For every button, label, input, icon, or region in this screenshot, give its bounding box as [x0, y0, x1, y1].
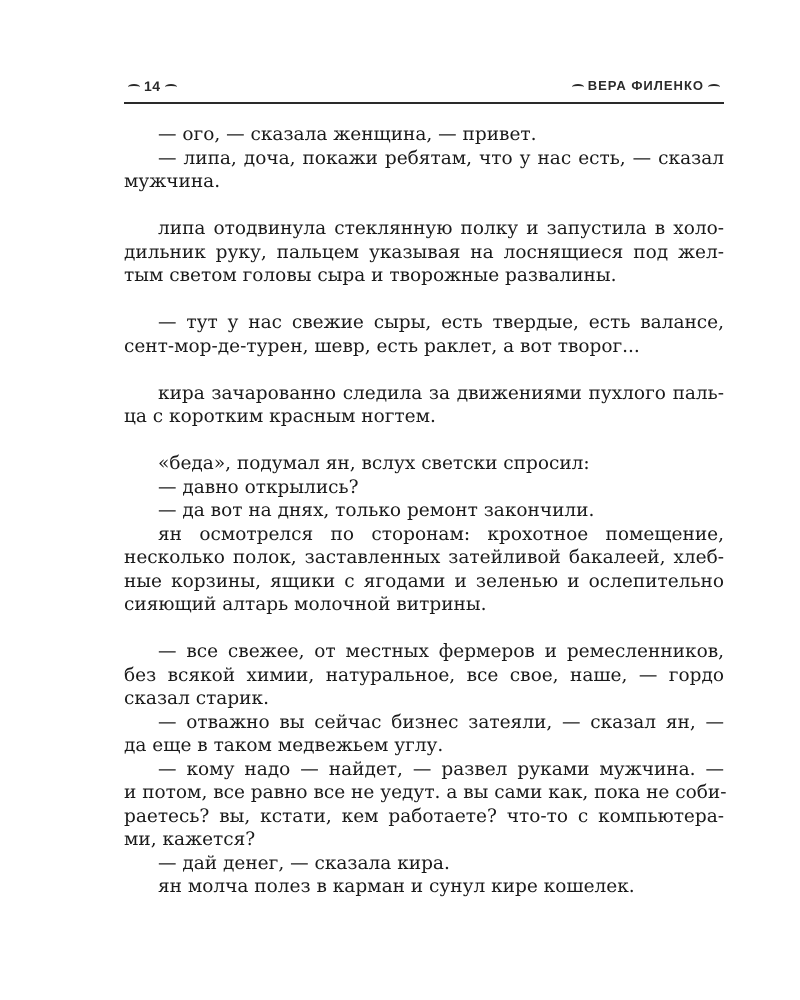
paragraph-gap [124, 358, 724, 382]
text-line: сказал старик. [124, 688, 269, 709]
text-line: раетесь? вы, кстати, кем работаете? что-то с компьютера- [124, 805, 724, 827]
text-line: «беда», подумал ян, вслух светски спросил: [158, 453, 590, 474]
text-line: — отважно вы сейчас бизнес затеяли, — сказал ян, — [158, 711, 724, 733]
header-rule [124, 102, 724, 104]
paragraph-gap [124, 194, 724, 218]
text-line: — кому надо — найдет, — развел руками мужчина. — [158, 758, 724, 780]
paragraph-gap [124, 617, 724, 641]
text-line: без всякой химии, натуральное, все свое, наше, — гордо [124, 664, 724, 686]
author-name [568, 78, 724, 93]
text-line: сент-мор-де-турен, шевр, есть раклет, а вот творог... [124, 335, 640, 357]
page-number [124, 78, 181, 94]
text-line: сияющий алтарь молочной витрины. [124, 594, 487, 615]
text-line: и потом, все равно все не уедут. а вы сами как, пока не соби- [124, 782, 727, 803]
text-line: кира зачарованно следила за движениями пухлого паль- [158, 382, 724, 404]
text-line: тым светом головы сыра и творожные развалины. [124, 265, 617, 286]
flourish-icon [572, 84, 584, 90]
text-line: — давно открылись? [158, 476, 359, 498]
author-name-text: ВЕРА ФИЛЕНКО [587, 78, 704, 93]
paragraph-gap [124, 288, 724, 312]
text-line: ные корзины, ящики с ягодами и зеленью и ослепительно [124, 570, 724, 592]
text-line: мужчина. [124, 171, 221, 192]
text-line: — ого, — сказала женщина, — привет. [158, 124, 537, 145]
page-text [124, 123, 727, 899]
paragraph-gap [124, 429, 724, 453]
text-line: — все свежее, от местных фермеров и ремесленников, [158, 641, 724, 662]
text-line: ца с коротким красным ногтем. [124, 406, 436, 427]
text-line: ян молча полез в карман и сунул кире кошелек. [158, 876, 635, 897]
text-line: — дай денег, — сказала кира. [158, 852, 450, 874]
flourish-icon [708, 84, 720, 90]
page-number-text: 14 [144, 78, 161, 94]
flourish-icon [165, 84, 177, 90]
text-line: — тут у нас свежие сыры, есть твердые, есть валансе, [158, 312, 724, 333]
running-header [124, 78, 724, 100]
text-line: дильник руку, пальцем указывая на лоснящиеся под жел- [124, 241, 724, 263]
text-line: да еще в таком медвежьем углу. [124, 735, 444, 756]
text-line: — да вот на днях, только ремонт закончили. [158, 500, 595, 521]
text-line: липа отодвинула стеклянную полку и запустила в холо- [158, 218, 724, 239]
text-line: ми, кажется? [124, 829, 256, 850]
text-line: несколько полок, заставленных затейливой бакалеей, хлеб- [124, 547, 724, 568]
text-line: — липа, доча, покажи ребятам, что у нас есть, — сказал [158, 147, 724, 169]
text-line: ян осмотрелся по сторонам: крохотное помещение, [158, 523, 724, 545]
flourish-icon [128, 84, 140, 90]
